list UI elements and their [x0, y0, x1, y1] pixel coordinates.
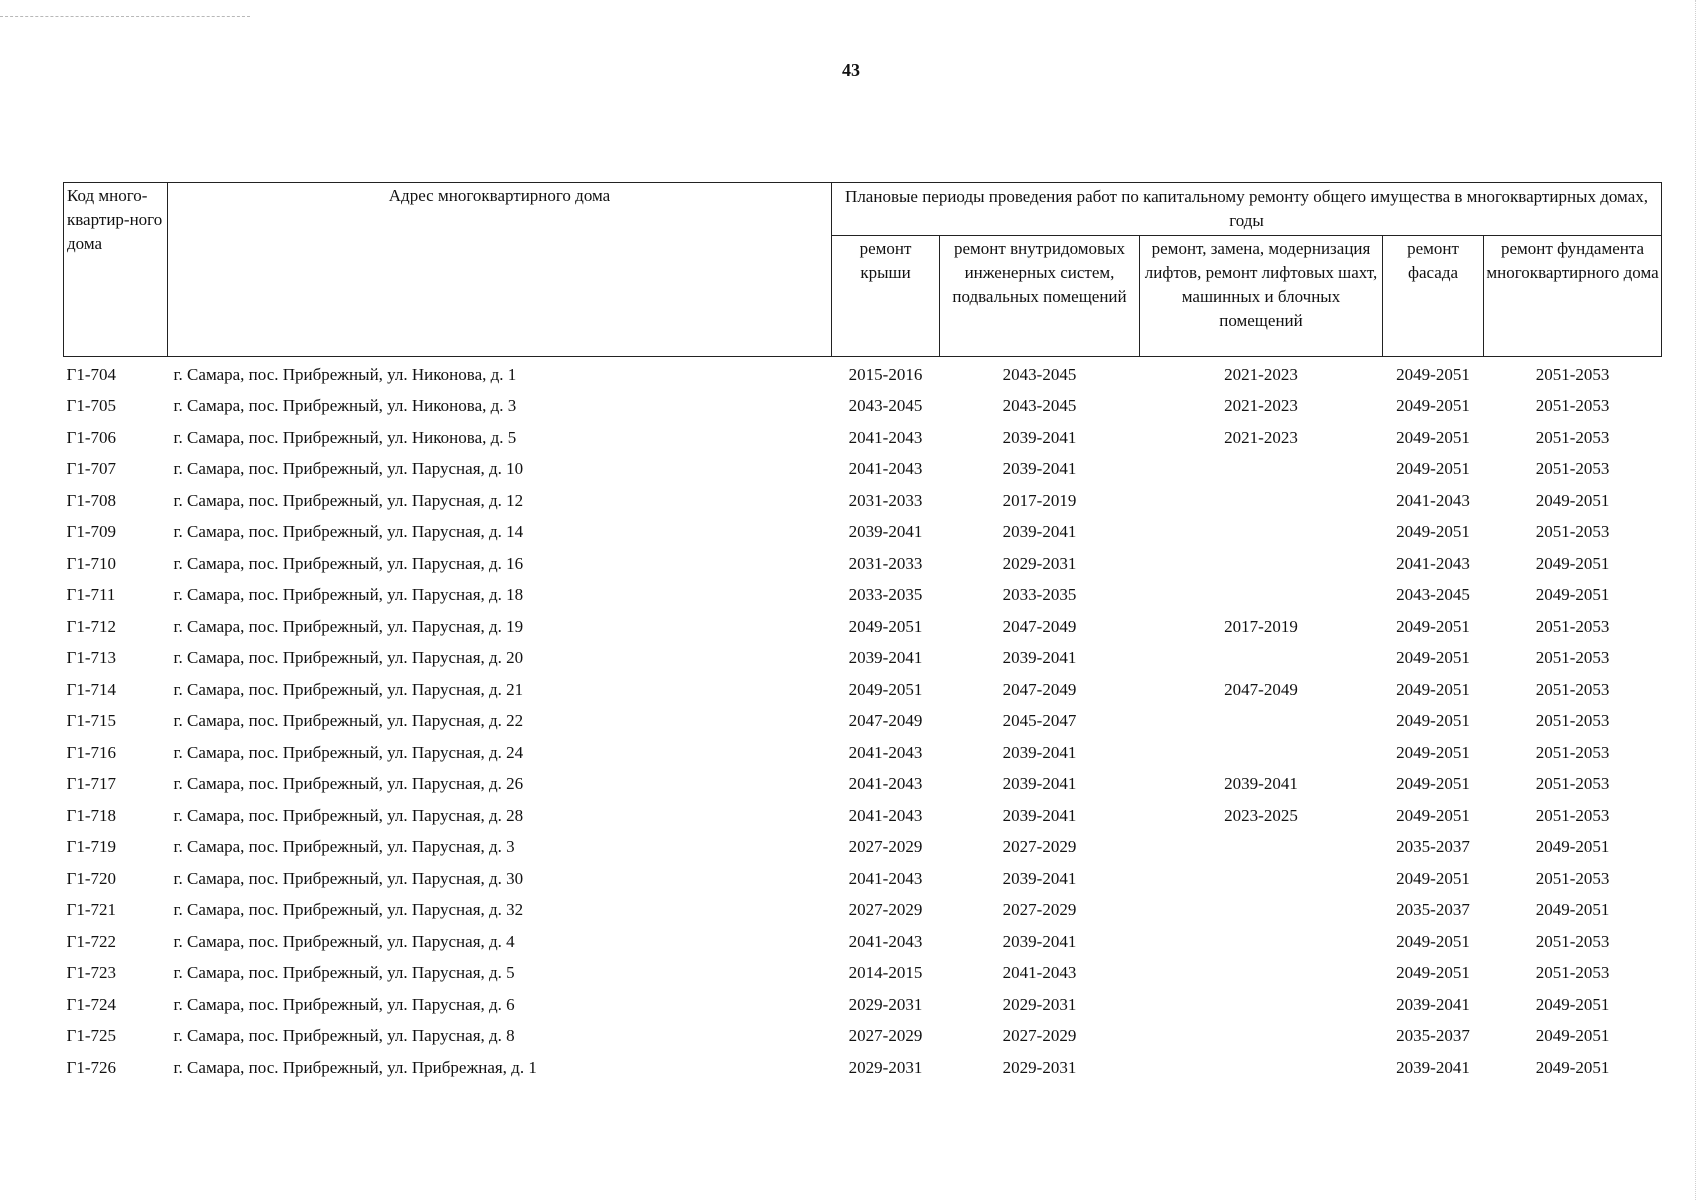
table-body — [64, 357, 1662, 1084]
cell-foundation: 2049-2051 — [1535, 1057, 1610, 1077]
cell-roof: 2031-2033 — [848, 553, 923, 573]
cell-address: г. Самара, пос. Прибрежный, ул. Парусная, д. 16 — [173, 553, 524, 573]
cell-roof: 2049-2051 — [848, 616, 923, 636]
cell-elevators: 2017-2019 — [1224, 616, 1298, 636]
cell-elevators — [1140, 548, 1383, 580]
cell-engineering: 2039-2041 — [1002, 427, 1077, 447]
cell-elevators — [1140, 832, 1383, 864]
cell-engineering: 2039-2041 — [1002, 459, 1077, 479]
cell-elevators: 2021-2023 — [1224, 364, 1298, 384]
cell-foundation: 2051-2053 — [1535, 522, 1610, 542]
cell-facade: 2049-2051 — [1396, 616, 1470, 636]
cell-code: Г1-704 — [66, 364, 116, 384]
cell-code: Г1-724 — [66, 994, 116, 1014]
cell-foundation: 2051-2053 — [1535, 868, 1610, 888]
cell-address: г. Самара, пос. Прибрежный, ул. Никонова, д. 1 — [173, 364, 517, 384]
cell-engineering: 2039-2041 — [1002, 868, 1077, 888]
page-number: 43 — [842, 60, 860, 80]
cell-facade: 2049-2051 — [1396, 868, 1470, 888]
cell-roof: 2039-2041 — [848, 522, 923, 542]
cell-address: г. Самара, пос. Прибрежный, ул. Парусная, д. 8 — [173, 1026, 515, 1046]
cell-roof: 2041-2043 — [848, 742, 923, 762]
cell-elevators — [1140, 1052, 1383, 1084]
cell-elevators — [1140, 737, 1383, 769]
cell-elevators: 2021-2023 — [1224, 396, 1298, 416]
cell-engineering: 2039-2041 — [1002, 805, 1077, 825]
cell-engineering: 2047-2049 — [1002, 679, 1077, 699]
cell-roof: 2029-2031 — [848, 994, 923, 1014]
header-planned-periods: Плановые периоды проведения работ по капитальному ремонту общего имущества в многоквартирных домах, годы — [832, 183, 1662, 236]
cell-code: Г1-716 — [66, 742, 116, 762]
cell-roof: 2041-2043 — [848, 931, 923, 951]
cell-code: Г1-718 — [66, 805, 116, 825]
cell-facade: 2049-2051 — [1396, 679, 1470, 699]
cell-engineering: 2027-2029 — [1002, 900, 1077, 920]
cell-elevators: 2021-2023 — [1224, 427, 1298, 447]
cell-foundation: 2049-2051 — [1535, 585, 1610, 605]
cell-foundation: 2049-2051 — [1535, 553, 1610, 573]
cell-roof: 2049-2051 — [848, 679, 923, 699]
cell-code: Г1-719 — [66, 837, 116, 857]
cell-elevators — [1140, 485, 1383, 517]
cell-roof: 2015-2016 — [848, 364, 923, 384]
table-row — [64, 674, 1662, 706]
table-row — [64, 422, 1662, 454]
cell-engineering: 2039-2041 — [1002, 931, 1077, 951]
cell-address: г. Самара, пос. Прибрежный, ул. Никонова, д. 3 — [173, 396, 517, 416]
cell-roof: 2014-2015 — [848, 963, 923, 983]
cell-address: г. Самара, пос. Прибрежный, ул. Парусная, д. 14 — [173, 522, 524, 542]
table-row — [64, 926, 1662, 958]
header-address: Адрес многоквартирного дома — [168, 183, 832, 357]
cell-code: Г1-722 — [66, 931, 116, 951]
cell-address: г. Самара, пос. Прибрежный, ул. Парусная, д. 19 — [173, 616, 524, 636]
cell-facade: 2049-2051 — [1396, 931, 1470, 951]
cell-roof: 2031-2033 — [848, 490, 923, 510]
cell-roof: 2041-2043 — [848, 427, 923, 447]
table-row — [64, 517, 1662, 549]
table-header — [64, 183, 1662, 357]
cell-facade: 2035-2037 — [1396, 900, 1470, 920]
cell-foundation: 2051-2053 — [1535, 364, 1610, 384]
cell-address: г. Самара, пос. Прибрежный, ул. Парусная, д. 12 — [173, 490, 524, 510]
cell-address: г. Самара, пос. Прибрежный, ул. Парусная, д. 6 — [173, 994, 515, 1014]
cell-elevators: 2047-2049 — [1224, 679, 1298, 699]
cell-elevators — [1140, 989, 1383, 1021]
cell-facade: 2039-2041 — [1396, 1057, 1470, 1077]
cell-facade: 2049-2051 — [1396, 774, 1470, 794]
cell-foundation: 2051-2053 — [1535, 711, 1610, 731]
cell-code: Г1-720 — [66, 868, 116, 888]
cell-facade: 2049-2051 — [1396, 427, 1470, 447]
cell-facade: 2049-2051 — [1396, 742, 1470, 762]
table-row — [64, 391, 1662, 423]
cell-foundation: 2051-2053 — [1535, 679, 1610, 699]
table-row — [64, 769, 1662, 801]
cell-elevators — [1140, 863, 1383, 895]
cell-engineering: 2047-2049 — [1002, 616, 1077, 636]
cell-roof: 2047-2049 — [848, 711, 923, 731]
cell-engineering: 2027-2029 — [1002, 1026, 1077, 1046]
header-code: Код много-квартир-ного дома — [64, 183, 168, 357]
cell-address: г. Самара, пос. Прибрежный, ул. Никонова, д. 5 — [173, 427, 517, 447]
cell-foundation: 2049-2051 — [1535, 1026, 1610, 1046]
cell-engineering: 2039-2041 — [1002, 774, 1077, 794]
cell-code: Г1-706 — [66, 427, 116, 447]
cell-roof: 2027-2029 — [848, 900, 923, 920]
cell-foundation: 2051-2053 — [1535, 963, 1610, 983]
cell-facade: 2049-2051 — [1396, 711, 1470, 731]
cell-roof: 2041-2043 — [848, 774, 923, 794]
table-row — [64, 989, 1662, 1021]
table-row — [64, 863, 1662, 895]
cell-code: Г1-717 — [66, 774, 116, 794]
cell-address: г. Самара, пос. Прибрежный, ул. Парусная, д. 24 — [173, 742, 524, 762]
cell-code: Г1-711 — [66, 585, 116, 605]
cell-engineering: 2017-2019 — [1002, 490, 1077, 510]
cell-roof: 2033-2035 — [848, 585, 923, 605]
cell-elevators: 2039-2041 — [1224, 774, 1298, 794]
table-row — [64, 800, 1662, 832]
table-row — [64, 485, 1662, 517]
cell-foundation: 2051-2053 — [1535, 616, 1610, 636]
cell-address: г. Самара, пос. Прибрежный, ул. Парусная, д. 3 — [173, 837, 515, 857]
cell-code: Г1-708 — [66, 490, 116, 510]
cell-roof: 2041-2043 — [848, 459, 923, 479]
cell-code: Г1-714 — [66, 679, 116, 699]
cell-foundation: 2049-2051 — [1535, 837, 1610, 857]
table-row — [64, 737, 1662, 769]
cell-address: г. Самара, пос. Прибрежный, ул. Прибрежная, д. 1 — [173, 1057, 537, 1077]
table-row — [64, 1052, 1662, 1084]
scan-artifact-line — [0, 16, 250, 17]
cell-address: г. Самара, пос. Прибрежный, ул. Парусная, д. 26 — [173, 774, 524, 794]
cell-elevators — [1140, 580, 1383, 612]
cell-facade: 2049-2051 — [1396, 963, 1470, 983]
cell-engineering: 2029-2031 — [1002, 553, 1077, 573]
cell-facade: 2043-2045 — [1396, 585, 1470, 605]
table-row — [64, 706, 1662, 738]
cell-elevators — [1140, 895, 1383, 927]
cell-code: Г1-715 — [66, 711, 116, 731]
cell-elevators: 2023-2025 — [1224, 805, 1298, 825]
cell-facade: 2049-2051 — [1396, 805, 1470, 825]
cell-code: Г1-726 — [66, 1057, 116, 1077]
cell-foundation: 2049-2051 — [1535, 994, 1610, 1014]
cell-foundation: 2051-2053 — [1535, 931, 1610, 951]
cell-facade: 2039-2041 — [1396, 994, 1470, 1014]
cell-facade: 2049-2051 — [1396, 522, 1470, 542]
cell-roof: 2041-2043 — [848, 805, 923, 825]
header-elevators: ремонт, замена, модернизация лифтов, ремонт лифтовых шахт, машинных и блочных помещений — [1140, 236, 1383, 357]
scan-artifact-edge — [1695, 0, 1696, 1200]
cell-elevators — [1140, 1021, 1383, 1053]
header-facade: ремонт фасада — [1383, 236, 1484, 357]
cell-elevators — [1140, 706, 1383, 738]
cell-foundation: 2051-2053 — [1535, 648, 1610, 668]
cell-facade: 2049-2051 — [1396, 459, 1470, 479]
cell-code: Г1-705 — [66, 396, 116, 416]
cell-engineering: 2045-2047 — [1002, 711, 1077, 731]
cell-roof: 2043-2045 — [848, 396, 923, 416]
cell-address: г. Самара, пос. Прибрежный, ул. Парусная, д. 4 — [173, 931, 515, 951]
table-row — [64, 832, 1662, 864]
table-row — [64, 611, 1662, 643]
capital-repair-table — [63, 182, 1662, 1084]
header-roof: ремонт крыши — [832, 236, 940, 357]
cell-engineering: 2039-2041 — [1002, 648, 1077, 668]
cell-foundation: 2049-2051 — [1535, 490, 1610, 510]
cell-facade: 2049-2051 — [1396, 396, 1470, 416]
cell-elevators — [1140, 643, 1383, 675]
cell-engineering: 2043-2045 — [1002, 396, 1077, 416]
cell-address: г. Самара, пос. Прибрежный, ул. Парусная, д. 20 — [173, 648, 524, 668]
cell-elevators — [1140, 454, 1383, 486]
header-engineering: ремонт внутридомовых инженерных систем, подвальных помещений — [940, 236, 1140, 357]
table-row — [64, 958, 1662, 990]
cell-code: Г1-721 — [66, 900, 116, 920]
cell-engineering: 2041-2043 — [1002, 963, 1077, 983]
table-row — [64, 580, 1662, 612]
cell-code: Г1-723 — [66, 963, 116, 983]
cell-address: г. Самара, пос. Прибрежный, ул. Парусная, д. 28 — [173, 805, 524, 825]
cell-roof: 2041-2043 — [848, 868, 923, 888]
cell-address: г. Самара, пос. Прибрежный, ул. Парусная, д. 30 — [173, 868, 524, 888]
cell-code: Г1-725 — [66, 1026, 116, 1046]
cell-roof: 2027-2029 — [848, 837, 923, 857]
cell-address: г. Самара, пос. Прибрежный, ул. Парусная, д. 18 — [173, 585, 524, 605]
table-row — [64, 357, 1662, 391]
cell-engineering: 2033-2035 — [1002, 585, 1077, 605]
cell-facade: 2049-2051 — [1396, 648, 1470, 668]
cell-foundation: 2049-2051 — [1535, 900, 1610, 920]
cell-foundation: 2051-2053 — [1535, 742, 1610, 762]
cell-foundation: 2051-2053 — [1535, 459, 1610, 479]
cell-facade: 2041-2043 — [1396, 490, 1470, 510]
cell-facade: 2049-2051 — [1396, 364, 1470, 384]
cell-address: г. Самара, пос. Прибрежный, ул. Парусная, д. 32 — [173, 900, 524, 920]
cell-engineering: 2039-2041 — [1002, 742, 1077, 762]
cell-facade: 2041-2043 — [1396, 553, 1470, 573]
cell-elevators — [1140, 958, 1383, 990]
cell-code: Г1-710 — [66, 553, 116, 573]
cell-code: Г1-713 — [66, 648, 116, 668]
table-row — [64, 895, 1662, 927]
cell-address: г. Самара, пос. Прибрежный, ул. Парусная, д. 5 — [173, 963, 515, 983]
cell-engineering: 2029-2031 — [1002, 1057, 1077, 1077]
table-row — [64, 1021, 1662, 1053]
cell-foundation: 2051-2053 — [1535, 427, 1610, 447]
cell-roof: 2039-2041 — [848, 648, 923, 668]
cell-address: г. Самара, пос. Прибрежный, ул. Парусная, д. 22 — [173, 711, 524, 731]
cell-engineering: 2027-2029 — [1002, 837, 1077, 857]
table-row — [64, 454, 1662, 486]
cell-code: Г1-712 — [66, 616, 116, 636]
cell-facade: 2035-2037 — [1396, 1026, 1470, 1046]
cell-code: Г1-709 — [66, 522, 116, 542]
cell-foundation: 2051-2053 — [1535, 774, 1610, 794]
cell-facade: 2035-2037 — [1396, 837, 1470, 857]
table-row — [64, 548, 1662, 580]
cell-address: г. Самара, пос. Прибрежный, ул. Парусная, д. 10 — [173, 459, 524, 479]
cell-elevators — [1140, 926, 1383, 958]
header-foundation: ремонт фундамента многоквартирного дома — [1484, 236, 1662, 357]
cell-code: Г1-707 — [66, 459, 116, 479]
cell-address: г. Самара, пос. Прибрежный, ул. Парусная, д. 21 — [173, 679, 524, 699]
cell-engineering: 2029-2031 — [1002, 994, 1077, 1014]
cell-foundation: 2051-2053 — [1535, 396, 1610, 416]
cell-engineering: 2043-2045 — [1002, 364, 1077, 384]
cell-foundation: 2051-2053 — [1535, 805, 1610, 825]
cell-roof: 2027-2029 — [848, 1026, 923, 1046]
cell-elevators — [1140, 517, 1383, 549]
table-row — [64, 643, 1662, 675]
cell-roof: 2029-2031 — [848, 1057, 923, 1077]
cell-engineering: 2039-2041 — [1002, 522, 1077, 542]
